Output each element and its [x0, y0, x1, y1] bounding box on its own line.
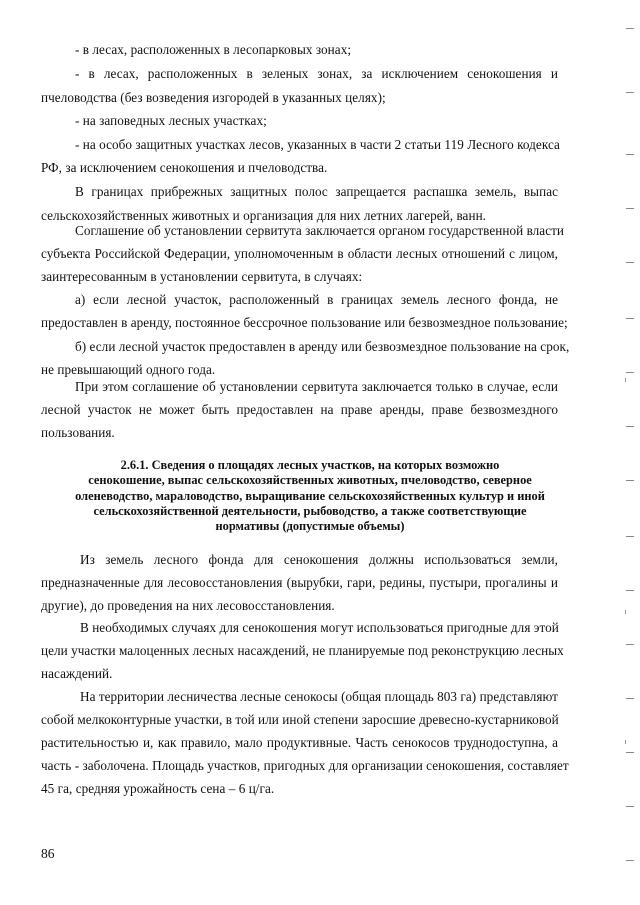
paragraph-line: В необходимых случаях для сенокошения могут использоваться пригодные для этой: [80, 620, 559, 635]
paragraph-line: сельскохозяйственных животных и организация для них летних лагерей, ванн.: [41, 208, 487, 223]
scan-edge-mark: [626, 536, 634, 537]
scan-edge-mark: [626, 426, 634, 427]
list-item-text: - на особо защитных участках лесов, указанных в части 2 статьи 119 Лесного кодекса: [75, 137, 560, 152]
scan-edge-mark: [626, 752, 634, 753]
paragraph-line: часть - заболочена. Площадь участков, пригодных для организации сенокошения, составляет: [41, 758, 569, 773]
list-item-text: РФ, за исключением сенокошения и пчеловодства.: [41, 160, 328, 175]
paragraph-line: б) если лесной участок предоставлен в аренду или безвозмездное пользование на срок,: [75, 339, 570, 354]
paragraph-line: 45 га, средняя урожайность сена – 6 ц/га.: [41, 781, 275, 796]
scan-edge-mark: [626, 806, 634, 807]
scan-edge-mark: [626, 92, 634, 93]
list-item-text: - в лесах, расположенных в зеленых зонах, за исключением сенокошения и: [75, 66, 558, 81]
scan-edge-dot: [625, 610, 626, 614]
paragraph-line: насаждений.: [41, 666, 113, 681]
scan-edge-mark: [626, 698, 634, 699]
paragraph-line: цели участки малоценных лесных насаждений, не планируемые под реконструкцию лесных: [41, 643, 564, 658]
paragraph-line: предназначенные для лесовосстановления (вырубки, гари, редины, пустыри, прогалины и: [41, 575, 558, 590]
list-item-text: - на заповедных лесных участках;: [75, 113, 267, 128]
scan-edge-mark: [626, 590, 634, 591]
scan-edge-mark: [626, 208, 634, 209]
scan-edge-mark: [626, 154, 634, 155]
scan-edge-mark: [626, 480, 634, 481]
scan-edge-mark: [626, 262, 634, 263]
paragraph-line: заинтересованным в установлении сервитута, в случаях:: [41, 269, 363, 284]
scan-edge-mark: [626, 860, 634, 861]
scan-edge-mark: [626, 372, 634, 373]
list-item-text: - в лесах, расположенных в лесопарковых зонах;: [75, 42, 352, 57]
scan-edge-dot: [625, 378, 626, 382]
paragraph-line: растительностью и, как правило, мало продуктивные. Часть сенокосов труднодоступна, а: [41, 735, 558, 750]
paragraph-line: а) если лесной участок, расположенный в границах земель лесного фонда, не: [75, 292, 558, 307]
paragraph-line: субъекта Российской Федерации, уполномоченным в области лесных отношений с лицом,: [41, 246, 558, 261]
heading-line: 2.6.1. Сведения о площадях лесных участков, на которых возможно: [120, 458, 500, 472]
scan-edge-mark: [626, 644, 634, 645]
paragraph-line: другие), до проведения на них лесовосстановления.: [41, 598, 335, 613]
paragraph-line: На территории лесничества лесные сенокосы (общая площадь 803 га) представляют: [80, 689, 558, 704]
heading-line: сенокошение, выпас сельскохозяйственных животных, пчеловодство, северное: [88, 473, 532, 488]
paragraph-line: Соглашение об установлении сервитута заключается органом государственной власти: [75, 223, 565, 238]
paragraph-line: При этом соглашение об установлении сервитута заключается только в случае, если: [75, 379, 558, 394]
paragraph-line: Из земель лесного фонда для сенокошения должны использоваться земли,: [80, 552, 558, 567]
paragraph-line: В границах прибрежных защитных полос запрещается распашка земель, выпас: [75, 184, 558, 199]
scan-edge-dot: [625, 740, 626, 744]
paragraph-line: пользования.: [41, 425, 115, 440]
scan-edge-mark: [626, 318, 634, 319]
scan-edge-mark: [626, 28, 634, 29]
heading-line: сельскохозяйственной деятельности, рыбоводство, а также соответствующие: [93, 503, 527, 518]
paragraph-line: предоставлен в аренду, постоянное бессрочное пользование или безвозмездное пользование;: [41, 315, 568, 330]
list-item-text: пчеловодства (без возведения изгородей в указанных целях);: [41, 90, 386, 105]
section-heading: [55, 458, 565, 534]
heading-line: оленеводство, мараловодство, выращивание сельскохозяйственных культур и иной: [75, 488, 545, 503]
heading-line: нормативы (допустимые объемы): [215, 519, 405, 534]
paragraph-line: лесной участок не может быть предоставлен на праве аренды, праве безвозмездного: [41, 402, 558, 417]
paragraph-line: не превышающий одного года.: [41, 362, 216, 377]
page-number: 86: [41, 846, 55, 861]
paragraph-line: собой мелкоконтурные участки, в той или иной степени заросшие древесно-кустарниковой: [41, 712, 559, 727]
